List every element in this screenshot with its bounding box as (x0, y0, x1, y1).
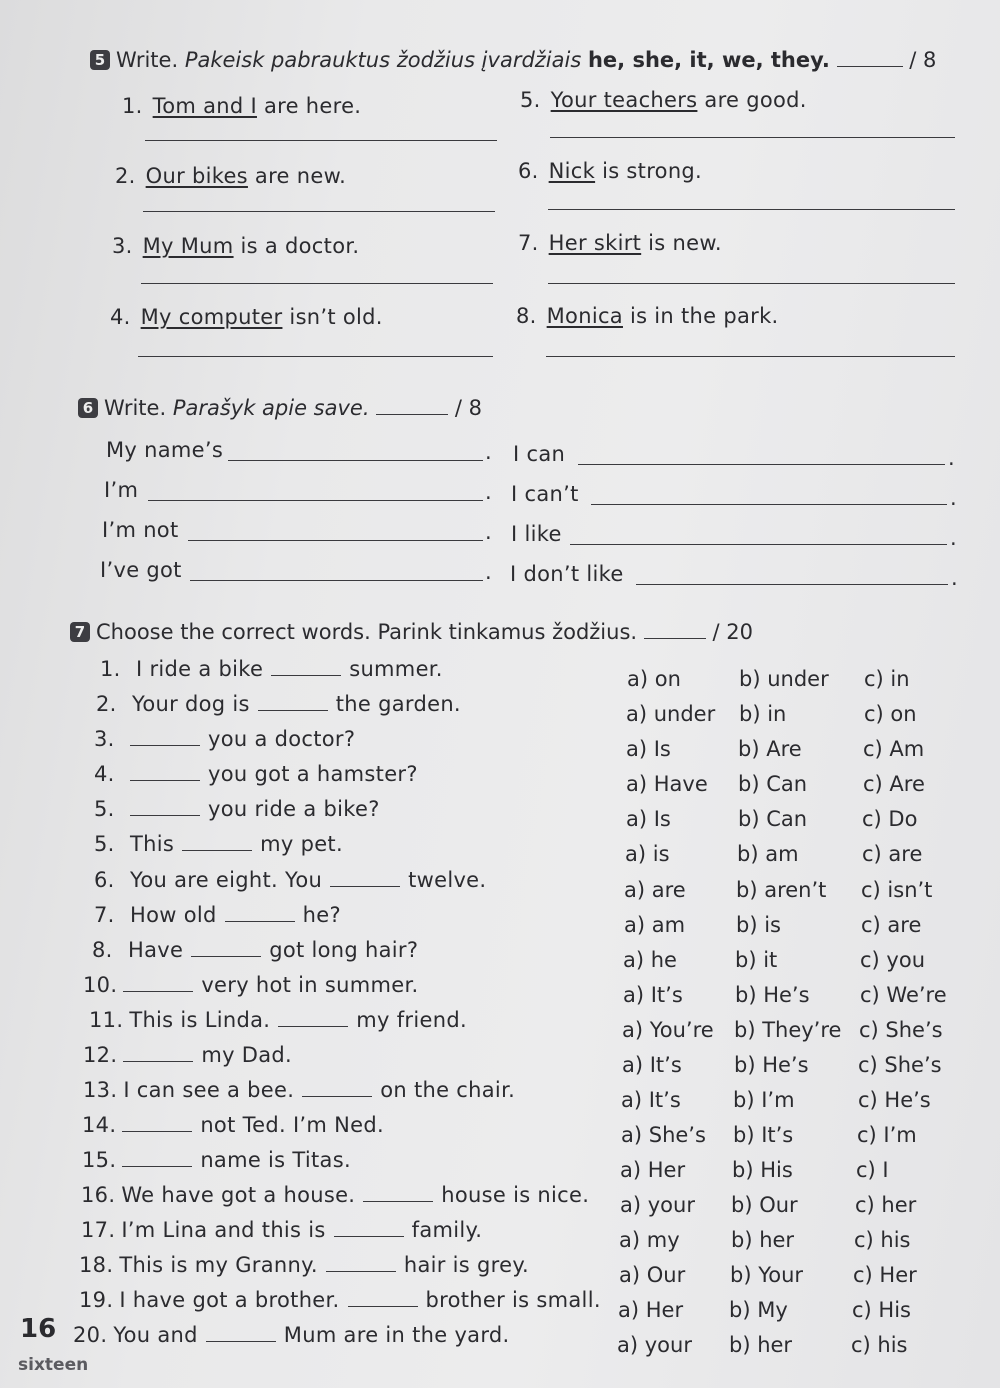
question-text-after: he? (302, 903, 341, 927)
ex7-score: / 20 (712, 620, 753, 644)
option-a[interactable]: a) your (617, 1333, 692, 1357)
ex5-item (112, 234, 359, 258)
gap-blank[interactable] (130, 764, 200, 781)
question-text-before: Have (128, 938, 184, 962)
answer-line[interactable] (546, 356, 955, 357)
ex7-heading-text: Choose the correct words. Parink tinkamus žodžius. (96, 620, 638, 644)
option-b[interactable]: b) He’s (735, 983, 810, 1007)
item-rest: is in the park. (622, 304, 779, 328)
ex7-question (94, 868, 486, 892)
question-number: 13. (83, 1078, 118, 1102)
question-text-after: my friend. (356, 1008, 467, 1032)
gap-blank[interactable] (130, 729, 200, 746)
gap-blank[interactable] (363, 1185, 433, 1202)
ex6-left-dot: . (485, 440, 492, 464)
ex6-left-prompt: I’ve got (100, 558, 182, 582)
question-number: 20. (73, 1323, 108, 1347)
ex6-left-answer-line[interactable] (188, 540, 483, 541)
option-a[interactable]: a) Her (618, 1298, 684, 1322)
option-c[interactable]: c) his (854, 1228, 911, 1252)
option-c[interactable]: c) She’s (859, 1018, 943, 1042)
option-a[interactable]: a) She’s (621, 1123, 706, 1147)
question-number: 4. (94, 762, 115, 786)
gap-blank[interactable] (122, 1115, 192, 1132)
question-text-after: you ride a bike? (208, 797, 380, 821)
option-a[interactable]: a) my (619, 1228, 680, 1252)
gap-blank[interactable] (278, 1010, 348, 1027)
option-b[interactable]: b) I’m (733, 1088, 795, 1112)
gap-blank[interactable] (326, 1255, 396, 1272)
option-c[interactable]: c) We’re (860, 983, 947, 1007)
question-number: 17. (81, 1218, 116, 1242)
question-number: 8. (92, 938, 113, 962)
option-c[interactable]: c) isn’t (861, 878, 933, 902)
option-a[interactable]: a) Her (620, 1158, 686, 1182)
question-text-before: This (130, 832, 175, 856)
ex6-right-prompt: I don’t like (510, 562, 624, 586)
ex6-right-answer-line[interactable] (578, 464, 945, 465)
item-rest: are here. (256, 94, 362, 118)
option-c[interactable]: c) his (851, 1333, 908, 1357)
ex6-right-answer-line[interactable] (636, 584, 948, 585)
option-a[interactable]: a) on (627, 667, 681, 691)
question-text-after: very hot in summer. (201, 973, 419, 997)
ex7-question (89, 1008, 467, 1032)
question-text-after: you got a hamster? (208, 762, 418, 786)
ex6-left-dot: . (485, 520, 492, 544)
answer-line[interactable] (548, 283, 955, 284)
gap-blank[interactable] (258, 694, 328, 711)
ex5-heading-pronouns: he, she, it, we, they. (587, 48, 830, 72)
ex5-heading-instruction: Pakeisk pabrauktus žodžius įvardžiais (184, 48, 582, 72)
option-c[interactable]: c) She’s (858, 1053, 942, 1077)
answer-line[interactable] (548, 209, 955, 210)
ex6-heading (78, 396, 482, 420)
question-text-after: summer. (349, 657, 443, 681)
ex6-right-dot: . (950, 526, 957, 550)
answer-line[interactable] (141, 283, 493, 284)
answer-line[interactable] (145, 140, 497, 141)
option-c[interactable]: c) I’m (857, 1123, 917, 1147)
option-c[interactable]: c) you (860, 948, 925, 972)
ex6-badge: 6 (78, 398, 98, 418)
gap-blank[interactable] (271, 659, 341, 676)
option-b[interactable]: b) He’s (734, 1053, 809, 1077)
option-a[interactable]: a) You’re (622, 1018, 714, 1042)
gap-blank[interactable] (123, 975, 193, 992)
underlined-subject: Your teachers (550, 88, 698, 112)
item-rest: is strong. (595, 159, 703, 183)
option-a[interactable]: a) It’s (622, 1053, 682, 1077)
ex6-left-prompt: I’m not (102, 518, 179, 542)
ex5-score: / 8 (909, 48, 937, 72)
ex7-question (79, 1253, 529, 1277)
question-text-after: got long hair? (269, 938, 419, 962)
ex5-heading-write: Write. (116, 48, 179, 72)
option-b[interactable]: b) her (729, 1333, 793, 1357)
option-a[interactable]: a) are (624, 878, 686, 902)
option-b[interactable]: b) in (739, 702, 787, 726)
option-b[interactable]: b) it (735, 948, 778, 972)
question-text-before: We have got a house. (121, 1183, 356, 1207)
ex7-question (100, 657, 443, 681)
ex7-question (82, 1148, 351, 1172)
question-text-after: my Dad. (201, 1043, 293, 1067)
underlined-subject: Nick (548, 159, 596, 183)
ex5-item (520, 88, 807, 112)
answer-line[interactable] (143, 211, 495, 212)
option-b[interactable]: b) Your (730, 1263, 804, 1287)
ex7-question (94, 797, 380, 821)
option-b[interactable]: b) her (731, 1228, 795, 1252)
option-c[interactable]: c) are (861, 913, 922, 937)
item-rest: are good. (697, 88, 807, 112)
question-number: 14. (82, 1113, 117, 1137)
item-number: 7. (518, 231, 539, 255)
option-a[interactable]: a) your (620, 1193, 695, 1217)
ex7-question (96, 692, 461, 716)
ex6-score: / 8 (454, 396, 483, 420)
ex6-score-blank[interactable] (376, 398, 448, 415)
option-c[interactable]: c) I (856, 1158, 889, 1182)
question-text-after: family. (411, 1218, 483, 1242)
question-number: 19. (79, 1288, 114, 1312)
ex6-right-prompt: I can’t (511, 482, 579, 506)
option-c[interactable]: c) are (862, 842, 923, 866)
option-b[interactable]: b) They’re (734, 1018, 842, 1042)
answer-line[interactable] (550, 137, 955, 138)
ex5-item (115, 164, 346, 188)
item-rest: is new. (641, 231, 722, 255)
question-number: 12. (83, 1043, 118, 1067)
page-number: 16 (20, 1314, 57, 1344)
ex7-question (79, 1288, 601, 1312)
gap-blank[interactable] (123, 1045, 193, 1062)
underlined-subject: Her skirt (548, 231, 642, 255)
ex5-item (518, 159, 702, 183)
ex6-right-dot: . (951, 566, 958, 590)
item-number: 3. (112, 234, 133, 258)
option-a[interactable]: a) It’s (623, 983, 683, 1007)
ex6-right-prompt: I like (511, 522, 562, 546)
option-c[interactable]: c) His (852, 1298, 911, 1322)
question-number: 7. (94, 903, 115, 927)
ex6-left-answer-line[interactable] (228, 460, 483, 461)
option-b[interactable]: b) Our (731, 1193, 798, 1217)
option-b[interactable]: b) am (737, 842, 799, 866)
gap-blank[interactable] (330, 870, 400, 887)
ex6-left-prompt: My name’s (106, 438, 224, 462)
option-b[interactable]: b) under (739, 667, 829, 691)
ex7-score-blank[interactable] (644, 622, 706, 639)
item-number: 6. (518, 159, 539, 183)
underlined-subject: My computer (140, 305, 283, 329)
question-number: 5. (94, 797, 115, 821)
option-c[interactable]: c) Do (862, 807, 918, 831)
question-text-after: my pet. (260, 832, 343, 856)
gap-blank[interactable] (182, 834, 252, 851)
ex7-question (94, 727, 355, 751)
option-b[interactable]: b) aren’t (736, 878, 827, 902)
ex5-heading (90, 48, 936, 72)
ex5-score-blank[interactable] (837, 50, 903, 67)
question-number: 2. (96, 692, 117, 716)
option-c[interactable]: c) Are (863, 772, 925, 796)
option-c[interactable]: c) on (864, 702, 917, 726)
item-rest: isn’t old. (282, 305, 383, 329)
question-text-before: How old (130, 903, 217, 927)
option-a[interactable]: a) Is (626, 737, 671, 761)
question-text-before: I ride a bike (136, 657, 264, 681)
question-text-after: house is nice. (441, 1183, 590, 1207)
item-rest: is a doctor. (233, 234, 360, 258)
ex5-item (122, 94, 361, 118)
ex5-badge: 5 (90, 50, 110, 70)
question-text-before: Your dog is (132, 692, 250, 716)
gap-blank[interactable] (206, 1325, 276, 1342)
ex6-right-answer-line[interactable] (591, 504, 947, 505)
ex6-right-prompt: I can (513, 442, 566, 466)
ex6-heading-write: Write. (104, 396, 167, 420)
question-number: 16. (81, 1183, 116, 1207)
ex6-left-dot: . (485, 560, 492, 584)
option-b[interactable]: b) My (729, 1298, 788, 1322)
option-c[interactable]: c) Her (853, 1263, 917, 1287)
ex6-left-dot: . (485, 480, 492, 504)
option-b[interactable]: b) It’s (733, 1123, 794, 1147)
option-b[interactable]: b) Are (738, 737, 802, 761)
question-text-after: Mum are in the yard. (283, 1323, 510, 1347)
gap-blank[interactable] (225, 905, 295, 922)
underlined-subject: Tom and I (152, 94, 257, 118)
option-a[interactable]: a) he (623, 948, 677, 972)
ex7-question (73, 1323, 510, 1347)
question-text-after: name is Titas. (200, 1148, 351, 1172)
ex7-question (81, 1218, 482, 1242)
question-number: 11. (89, 1008, 124, 1032)
option-c[interactable]: c) He’s (858, 1088, 931, 1112)
question-text-before: You and (113, 1323, 198, 1347)
question-text-before: I’m Lina and this is (121, 1218, 326, 1242)
option-a[interactable]: a) is (625, 842, 670, 866)
ex6-right-dot: . (948, 446, 955, 470)
ex7-question (94, 903, 341, 927)
question-number: 10. (83, 973, 118, 997)
ex6-left-answer-line[interactable] (190, 580, 483, 581)
gap-blank[interactable] (302, 1080, 372, 1097)
option-b[interactable]: b) Can (738, 772, 808, 796)
question-text-after: not Ted. I’m Ned. (200, 1113, 384, 1137)
ex7-question (81, 1183, 589, 1207)
ex7-question (82, 1113, 384, 1137)
ex6-left-prompt: I’m (104, 478, 139, 502)
ex5-item (516, 304, 779, 328)
ex6-right-answer-line[interactable] (570, 544, 947, 545)
item-number: 1. (122, 94, 143, 118)
question-text-after: the garden. (335, 692, 461, 716)
gap-blank[interactable] (334, 1220, 404, 1237)
ex7-question (94, 832, 343, 856)
option-a[interactable]: a) Our (619, 1263, 686, 1287)
ex5-item (518, 231, 722, 255)
page-word: sixteen (18, 1355, 89, 1375)
ex5-item (110, 305, 383, 329)
question-number: 6. (94, 868, 115, 892)
option-c[interactable]: c) her (855, 1193, 917, 1217)
question-text-before: I have got a brother. (119, 1288, 340, 1312)
option-a[interactable]: a) under (626, 702, 716, 726)
question-number: 18. (79, 1253, 114, 1277)
item-number: 8. (516, 304, 537, 328)
option-c[interactable]: c) Am (863, 737, 925, 761)
question-text-after: you a doctor? (208, 727, 356, 751)
question-text-after: twelve. (408, 868, 487, 892)
option-a[interactable]: a) It’s (621, 1088, 681, 1112)
ex6-right-dot: . (950, 486, 957, 510)
question-number: 5. (94, 832, 115, 856)
question-text-after: hair is grey. (403, 1253, 530, 1277)
option-a[interactable]: a) Is (626, 807, 671, 831)
item-number: 5. (520, 88, 541, 112)
question-text-before: This is my Granny. (119, 1253, 318, 1277)
gap-blank[interactable] (122, 1150, 192, 1167)
ex7-question (83, 1043, 292, 1067)
underlined-subject: Our bikes (145, 164, 248, 188)
option-b[interactable]: b) Can (738, 807, 808, 831)
question-number: 3. (94, 727, 115, 751)
option-b[interactable]: b) His (732, 1158, 793, 1182)
ex7-badge: 7 (70, 622, 90, 642)
question-text-before: I can see a bee. (123, 1078, 295, 1102)
question-text-after: on the chair. (380, 1078, 516, 1102)
gap-blank[interactable] (348, 1290, 418, 1307)
option-b[interactable]: b) is (736, 913, 781, 937)
underlined-subject: Monica (546, 304, 623, 328)
item-number: 4. (110, 305, 131, 329)
ex6-heading-instruction: Parašyk apie save. (172, 396, 370, 420)
option-c[interactable]: c) in (864, 667, 910, 691)
question-number: 1. (100, 657, 121, 681)
question-number: 15. (82, 1148, 117, 1172)
ex7-question (94, 762, 418, 786)
answer-line[interactable] (138, 356, 493, 357)
ex7-question (83, 1078, 515, 1102)
item-rest: are new. (247, 164, 347, 188)
gap-blank[interactable] (191, 940, 261, 957)
ex6-left-answer-line[interactable] (148, 500, 483, 501)
question-text-before: You are eight. You (130, 868, 323, 892)
item-number: 2. (115, 164, 136, 188)
ex7-heading (70, 620, 753, 644)
gap-blank[interactable] (130, 799, 200, 816)
question-text-before: This is Linda. (129, 1008, 271, 1032)
ex7-question (92, 938, 418, 962)
question-text-after: brother is small. (425, 1288, 601, 1312)
ex7-question (83, 973, 418, 997)
underlined-subject: My Mum (142, 234, 234, 258)
option-a[interactable]: a) am (624, 913, 686, 937)
option-a[interactable]: a) Have (626, 772, 708, 796)
